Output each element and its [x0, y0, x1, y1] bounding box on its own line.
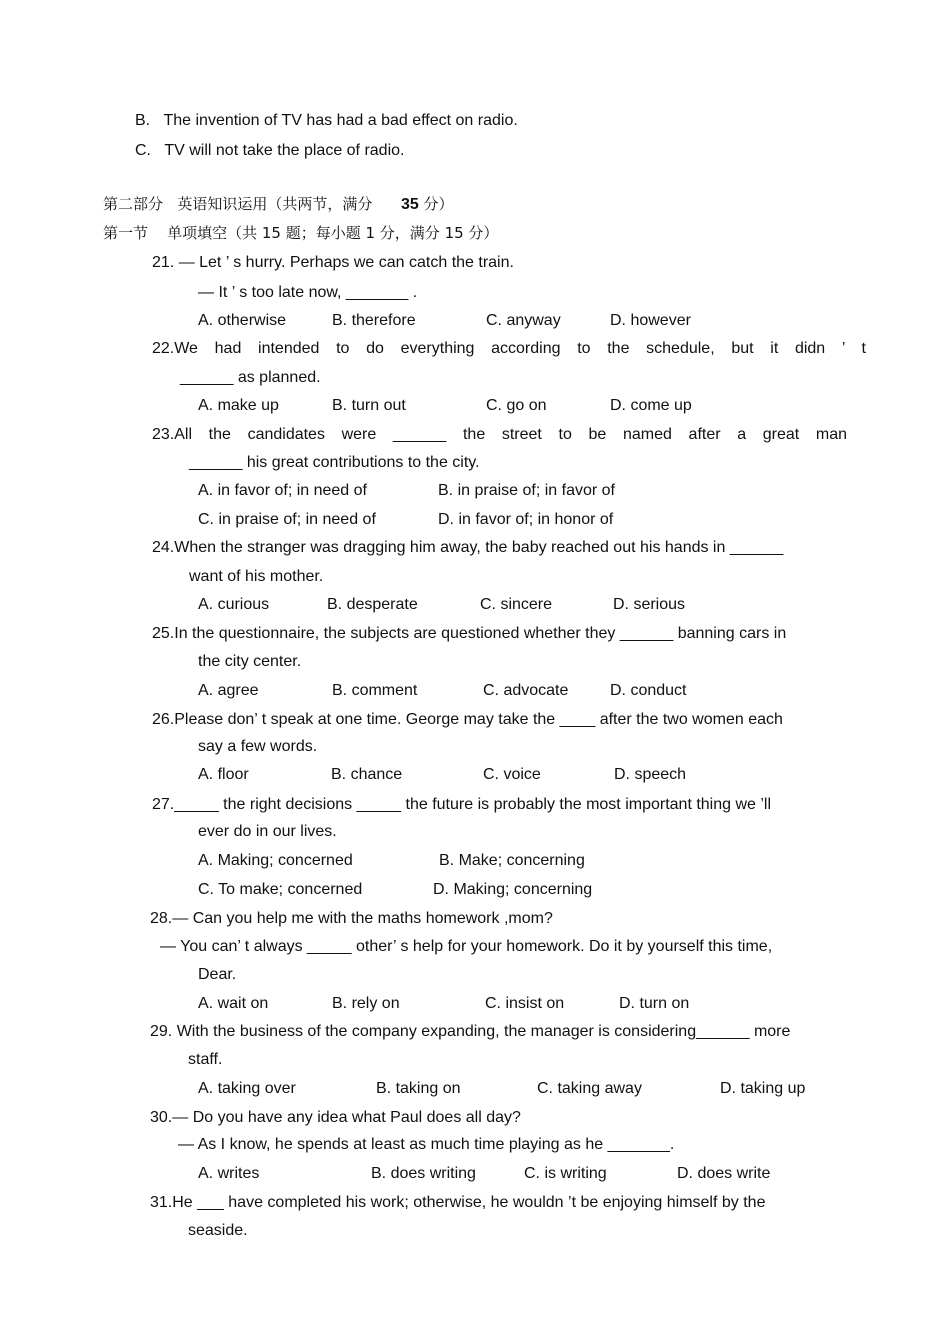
question-stem: 28.— Can you help me with the maths homework ,mom?	[150, 910, 553, 927]
part-score: 35	[400, 196, 419, 213]
option-b: B. desperate	[327, 596, 418, 613]
question-stem: 24.When the stranger was dragging him away, the baby reached out his hands in ______	[152, 539, 784, 556]
question-stem: 27._____ the right decisions _____ the future is probably the most important thing we ’ll	[152, 796, 772, 813]
option-b: B. rely on	[332, 995, 400, 1012]
option-d: D. however	[610, 312, 691, 329]
question-stem: 23.All the candidates were ______ the street to be named after a great man	[152, 426, 847, 443]
option-a: A. wait on	[198, 995, 269, 1012]
option-a: A. Making; concerned	[198, 852, 353, 869]
option-d: D. conduct	[610, 682, 687, 699]
section-heading	[103, 223, 498, 243]
option-a: A. agree	[198, 682, 259, 699]
question-stem-cont: seaside.	[188, 1222, 248, 1239]
option-d: D. come up	[610, 397, 692, 414]
option-b: B. in praise of; in favor of	[438, 482, 615, 499]
option-b: B. therefore	[332, 312, 416, 329]
option-c: C. insist on	[485, 995, 565, 1012]
option-b: B. does writing	[371, 1165, 476, 1182]
option-a: A. taking over	[198, 1080, 296, 1097]
option-c: C. taking away	[537, 1080, 642, 1097]
question-stem: 22.We had intended to do everything according to the schedule, but it didn ’ t	[152, 340, 866, 357]
section-title: 单项填空（共 15 题；每小题 1 分，满分 15 分）	[167, 224, 499, 242]
question-stem-cont: — As I know, he spends at least as much time playing as he _______.	[178, 1136, 675, 1153]
option-c: C. in praise of; in need of	[198, 511, 376, 528]
part-heading	[103, 194, 454, 215]
option-line	[135, 111, 518, 131]
question-stem-cont: — It ’ s too late now, _______ .	[198, 284, 418, 301]
question-stem-cont: ______ his great contributions to the city.	[189, 454, 480, 471]
question-stem-cont: staff.	[188, 1051, 223, 1068]
question-stem-cont: ever do in our lives.	[198, 823, 337, 840]
option-c: C. anyway	[486, 312, 561, 329]
option-a: A. in favor of; in need of	[198, 482, 367, 499]
option-a: A. otherwise	[198, 312, 287, 329]
option-c: C. sincere	[480, 596, 553, 613]
option-line	[135, 141, 404, 161]
option-d: D. Making; concerning	[433, 881, 593, 898]
option-d: D. speech	[614, 766, 687, 783]
option-text: The invention of TV has had a bad effect on radio.	[163, 112, 518, 129]
option-a: A. writes	[198, 1165, 260, 1182]
option-d: D. does write	[677, 1165, 771, 1182]
option-b: B. chance	[331, 766, 403, 783]
option-c: C. is writing	[524, 1165, 607, 1182]
option-text: TV will not take the place of radio.	[164, 142, 405, 159]
question-stem-cont: — You can’ t always _____ other’ s help for your homework. Do it by yourself this time,	[160, 938, 773, 955]
part-score-unit: 分）	[423, 195, 454, 213]
section-label: 第一节	[103, 224, 149, 242]
option-b: B. Make; concerning	[439, 852, 585, 869]
question-stem-cont: say a few words.	[198, 738, 318, 755]
question-stem: 21. — Let ’ s hurry. Perhaps we can catch the train.	[152, 254, 514, 271]
option-a: A. curious	[198, 596, 270, 613]
option-a: A. floor	[198, 766, 249, 783]
option-d: D. serious	[613, 596, 686, 613]
option-b: B. comment	[332, 682, 418, 699]
question-stem-cont: ______ as planned.	[180, 369, 321, 386]
option-d: D. taking up	[720, 1080, 806, 1097]
part-label: 第二部分	[103, 195, 164, 213]
question-stem: 29. With the business of the company expanding, the manager is considering______ more	[150, 1023, 791, 1040]
question-stem-cont: want of his mother.	[189, 568, 324, 585]
part-title: 英语知识运用（共两节，满分	[177, 195, 373, 213]
question-stem: 31.He ___ have completed his work; otherwise, he wouldn ’t be enjoying himself by the	[150, 1194, 766, 1211]
question-stem: 30.— Do you have any idea what Paul does all day?	[150, 1109, 521, 1126]
option-b: B. turn out	[332, 397, 406, 414]
option-c: C. voice	[483, 766, 541, 783]
option-c: C. To make; concerned	[198, 881, 363, 898]
option-a: A. make up	[198, 397, 279, 414]
question-stem-cont: Dear.	[198, 966, 237, 983]
question-stem-cont: the city center.	[198, 653, 302, 670]
option-b: B. taking on	[376, 1080, 461, 1097]
option-letter: C.	[135, 142, 151, 159]
option-letter: B.	[135, 112, 151, 129]
question-stem: 25.In the questionnaire, the subjects are questioned whether they ______ banning cars in	[152, 625, 787, 642]
option-c: C. go on	[486, 397, 547, 414]
option-c: C. advocate	[483, 682, 569, 699]
question-stem: 26.Please don’ t speak at one time. George may take the ____ after the two women each	[152, 711, 783, 728]
option-d: D. in favor of; in honor of	[438, 511, 614, 528]
option-d: D. turn on	[619, 995, 690, 1012]
